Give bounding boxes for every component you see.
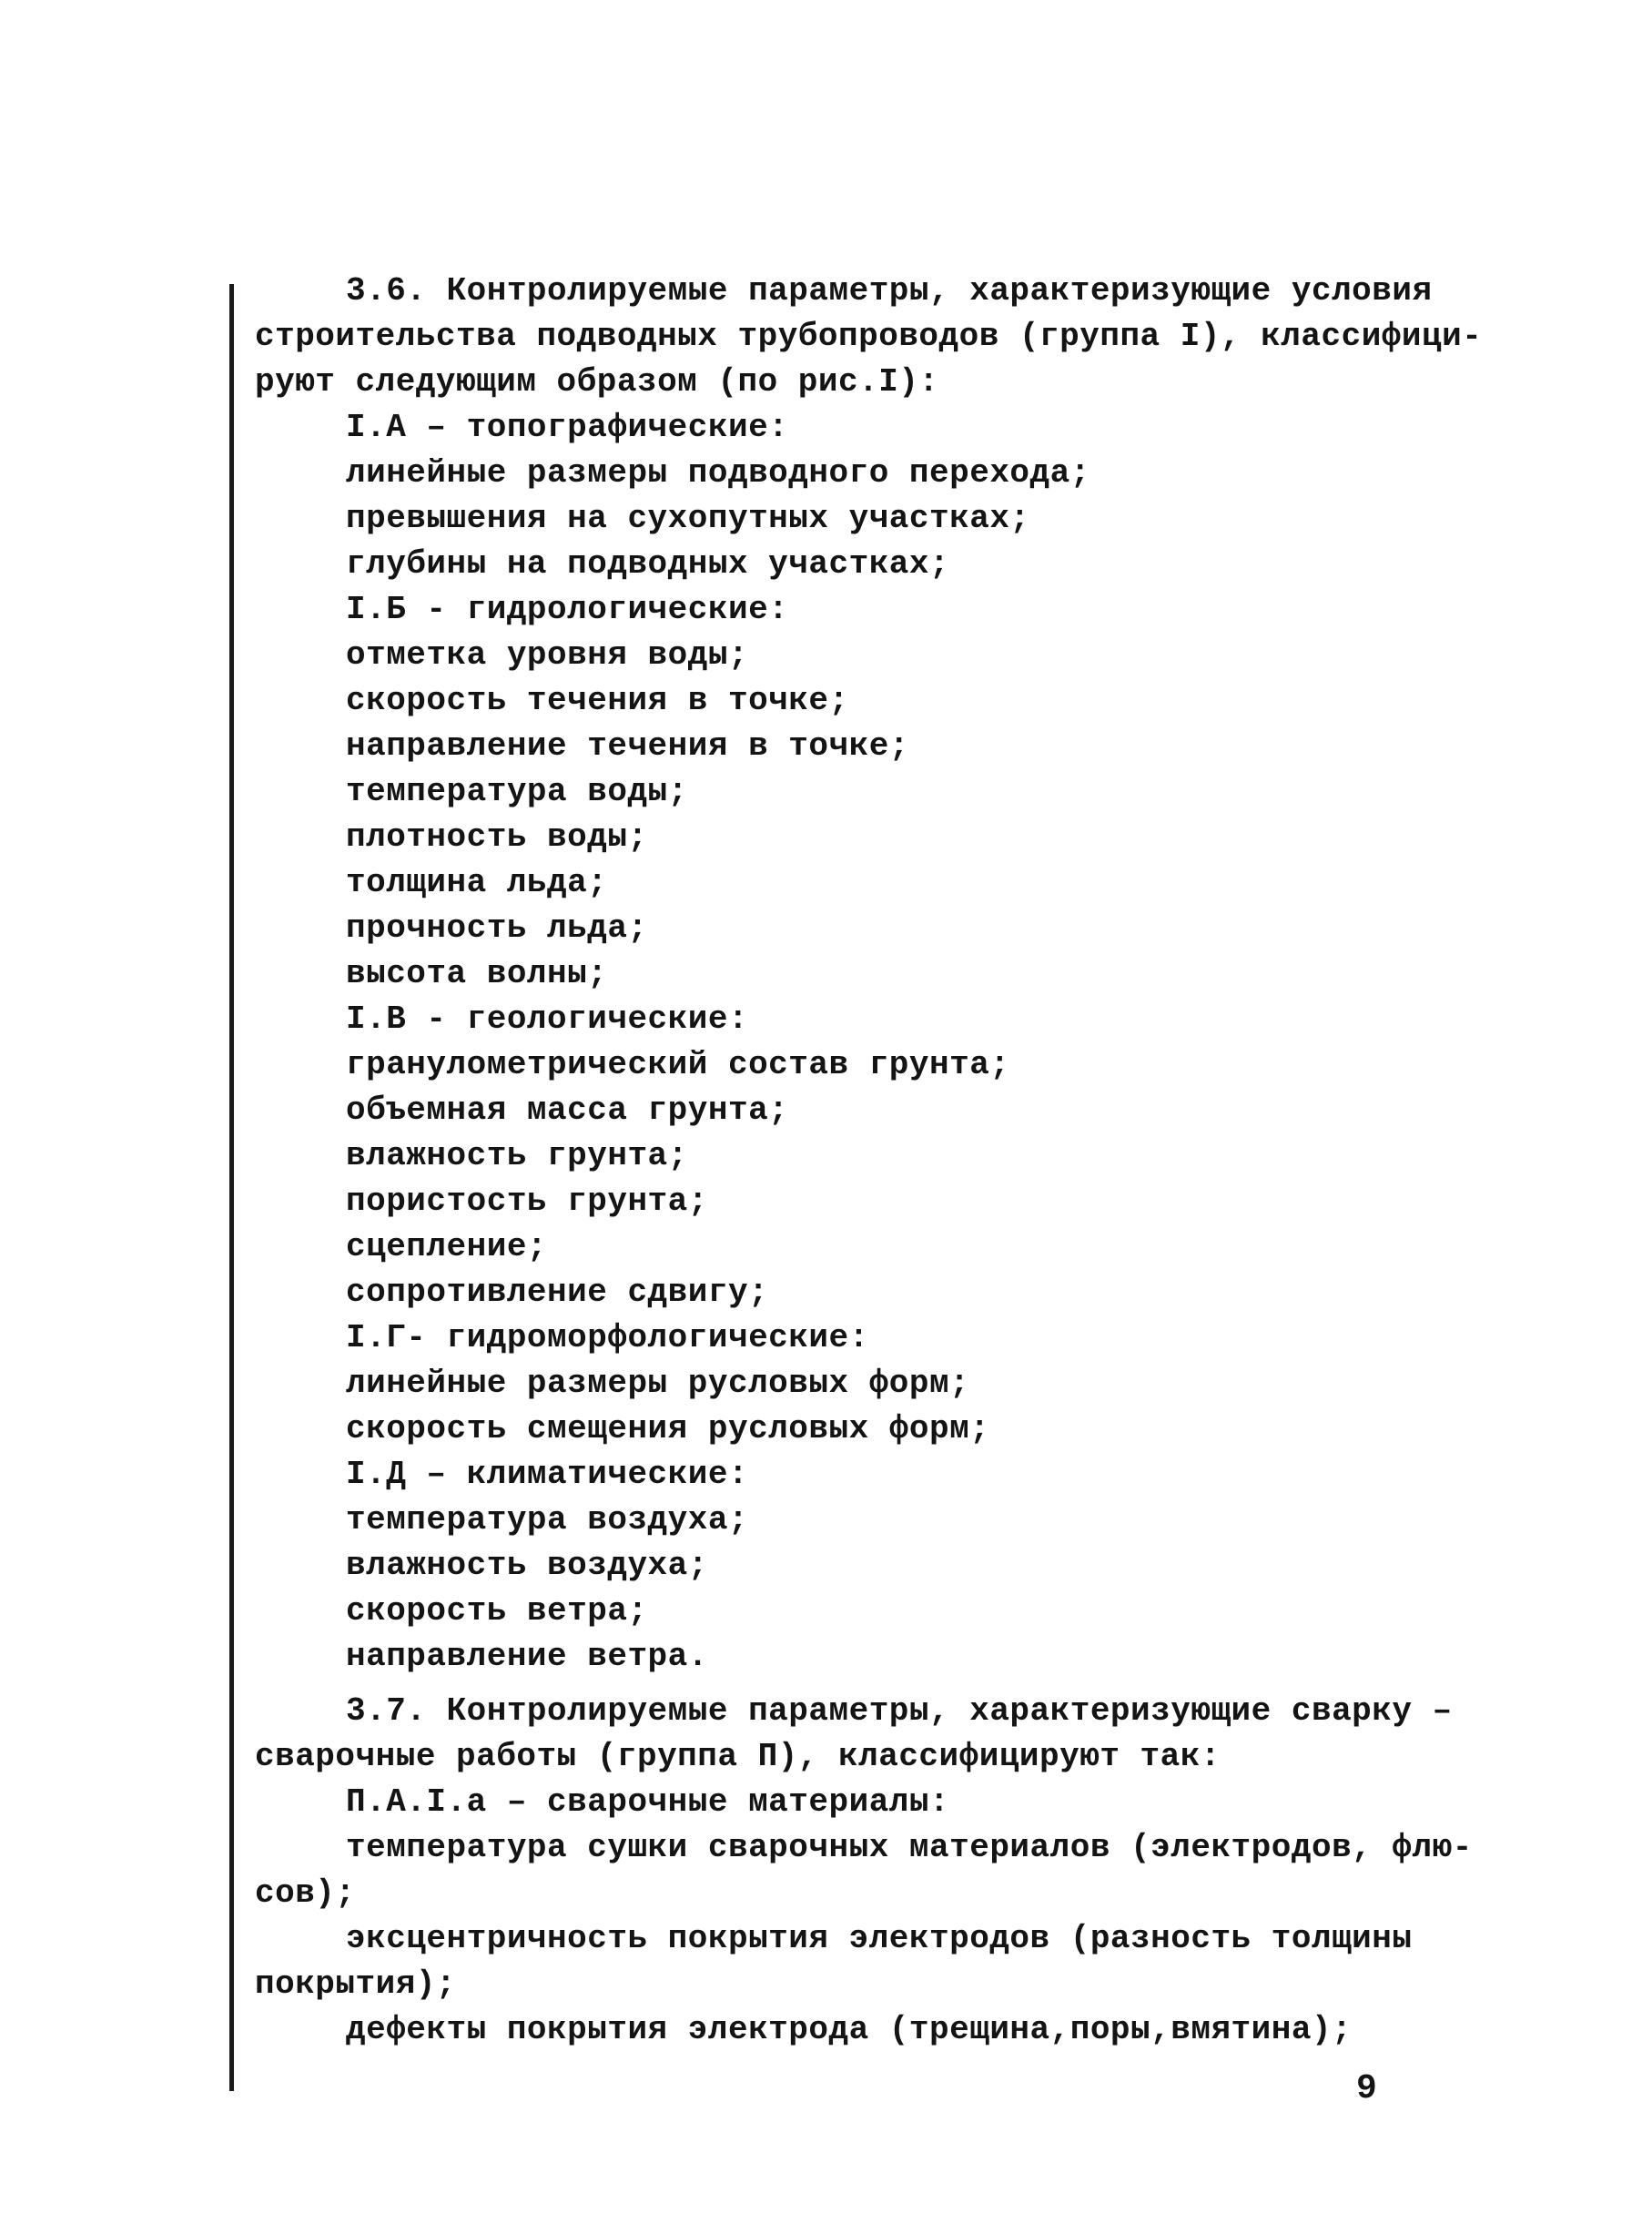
para-3-7-line-2: сварочные работы (группа П), классифицируют так: (255, 1738, 1221, 1775)
heading-geological: I.В - геологические: (346, 1000, 749, 1038)
heading-welding-materials: П.А.I.а – сварочные материалы: (346, 1783, 950, 1821)
list-item: направление течения в точке; (346, 727, 909, 765)
para-3-6-line-3: руют следующим образом (по рис.I): (255, 363, 939, 401)
list-item: пористость грунта; (346, 1183, 708, 1220)
list-item: влажность воздуха; (346, 1547, 708, 1584)
heading-climatic: I.Д – климатические: (346, 1456, 749, 1493)
list-item: толщина льда; (346, 864, 608, 901)
list-item-continuation: сов); (255, 1874, 356, 1912)
heading-topographic: I.А – топографические: (346, 409, 789, 446)
heading-hydromorphological: I.Г- гидроморфологические: (346, 1319, 869, 1356)
list-item: температура воздуха; (346, 1501, 749, 1538)
list-item: температура сушки сварочных материалов (электродов, флю- (346, 1829, 1473, 1866)
list-item: эксцентричность покрытия электродов (разность толщины (346, 1920, 1413, 1957)
list-item: скорость смещения русловых форм; (346, 1410, 990, 1447)
list-item: гранулометрический состав грунта; (346, 1046, 1010, 1083)
list-item: высота волны; (346, 955, 608, 992)
list-item: прочность льда; (346, 909, 648, 947)
margin-vertical-rule (229, 284, 234, 2091)
list-item: скорость ветра; (346, 1592, 648, 1630)
list-item: отметка уровня воды; (346, 636, 749, 674)
para-3-7-line-1: 3.7. Контролируемые параметры, характеризующие сварку – (346, 1692, 1453, 1730)
list-item: сцепление; (346, 1228, 548, 1265)
list-item: направление ветра. (346, 1638, 708, 1675)
para-3-6-line-1: 3.6. Контролируемые параметры, характеризующие условия (346, 272, 1433, 310)
heading-hydrological: I.Б - гидрологические: (346, 591, 789, 628)
list-item: линейные размеры подводного перехода; (346, 454, 1090, 492)
list-item: скорость течения в точке; (346, 682, 849, 719)
list-item: превышения на сухопутных участках; (346, 500, 1030, 537)
list-item: влажность грунта; (346, 1137, 688, 1174)
list-item: сопротивление сдвигу; (346, 1274, 769, 1311)
list-item: температура воды; (346, 773, 688, 810)
para-3-6-line-2: строительства подводных трубопроводов (группа I), классифици- (255, 318, 1483, 355)
list-item: глубины на подводных участках; (346, 545, 950, 583)
page-number: 9 (1356, 2069, 1377, 2108)
list-item: объемная масса грунта; (346, 1092, 789, 1129)
document-body (255, 269, 1483, 2053)
list-item: плотность воды; (346, 818, 648, 856)
list-item: линейные размеры русловых форм; (346, 1365, 970, 1402)
list-item-continuation: покрытия); (255, 1965, 457, 2003)
list-item: дефекты покрытия электрода (трещина,поры,вмятина); (346, 2011, 1353, 2048)
